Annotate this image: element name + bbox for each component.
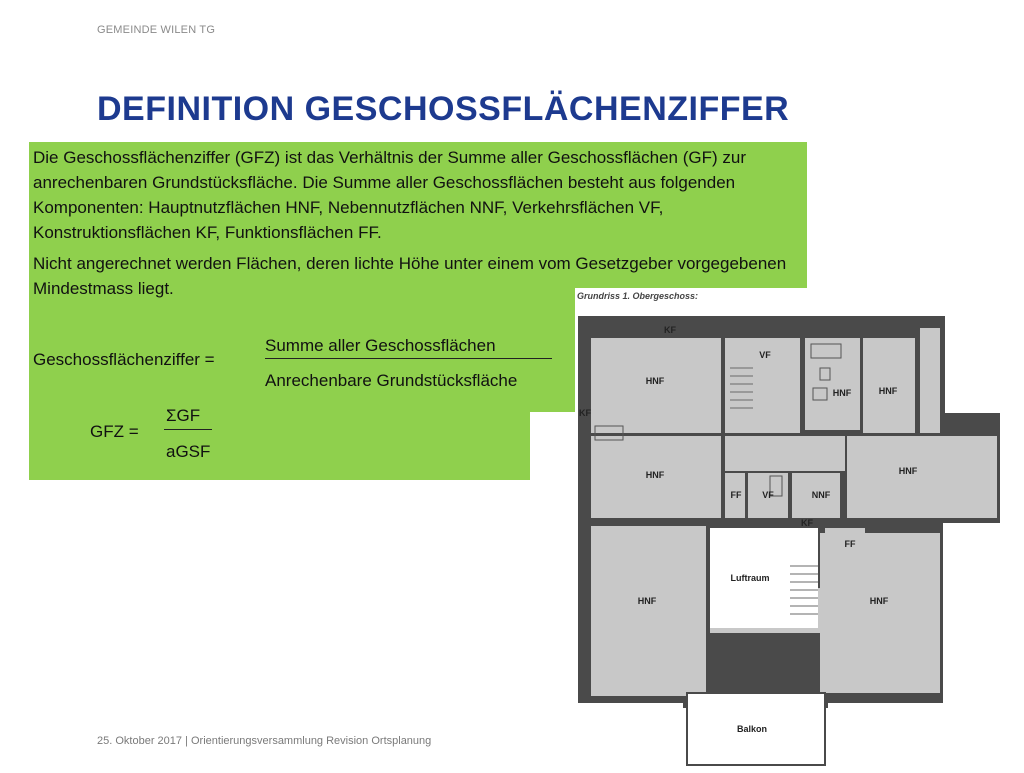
formula-denominator-short: aGSF <box>166 442 211 461</box>
label-luftraum: Luftraum <box>730 573 770 583</box>
label-kf-mid: KF <box>801 518 813 528</box>
label-hnf-top-left: HNF <box>645 376 665 386</box>
fraction-bar-full <box>265 358 552 359</box>
label-ff-mid: FF <box>730 490 742 500</box>
label-hnf-right-1: HNF <box>832 388 852 398</box>
label-hnf-bottom-right: HNF <box>869 596 889 606</box>
formula-label-short: GFZ = <box>90 422 139 441</box>
label-nnf: NNF <box>811 490 831 500</box>
formula-denominator-full: Anrechenbare Grundstücksfläche <box>265 371 518 390</box>
fraction-bar-short <box>164 429 212 430</box>
organization-name: GEMEINDE WILEN TG <box>97 24 216 36</box>
label-vf-top: VF <box>759 350 771 360</box>
label-ff-right: FF <box>844 539 856 549</box>
label-hnf-right-mid: HNF <box>898 466 918 476</box>
label-balkon: Balkon <box>736 724 768 734</box>
footer <box>97 735 431 747</box>
floor-plan-caption: Grundriss 1. Obergeschoss: <box>577 291 699 301</box>
label-hnf-right-2: HNF <box>878 386 898 396</box>
definition-paragraph-2: Nicht angerechnet werden Flächen, deren lichte Höhe unter einem vom Gesetzgeber vorgegebenen Mindestmass liegt. <box>33 254 787 298</box>
slide-title: DEFINITION GESCHOSSFLÄCHENZIFFER <box>97 90 790 128</box>
formula-numerator-short: ΣGF <box>166 406 201 425</box>
footer-event: Orientierungsversammlung Revision Ortsplanung <box>191 735 432 747</box>
floor-plan-drawing <box>575 288 1005 768</box>
label-kf-top: KF <box>664 325 676 335</box>
formula-numerator-full: Summe aller Geschossflächen <box>265 336 496 355</box>
label-kf-left: KF <box>579 408 591 418</box>
label-hnf-bottom-left: HNF <box>637 596 657 606</box>
floor-plan <box>575 288 1005 768</box>
footer-separator: | <box>185 735 188 747</box>
label-vf-mid: VF <box>762 490 774 500</box>
definition-paragraph-1: Die Geschossflächenziffer (GFZ) ist das Verhältnis der Summe aller Geschossflächen (GF) zur anrechenbaren Grundstücksfläche. Die Summe aller Geschossflächen besteht aus folgenden Komponenten: Hauptnutzflächen HNF, Nebennutzflächen NNF, Verkehrsflächen VF, Konstruktionsflächen KF, Funktionsflächen FF. <box>33 148 746 242</box>
label-hnf-mid-left: HNF <box>645 470 665 480</box>
definition-text <box>33 145 803 307</box>
footer-date: 25. Oktober 2017 <box>97 735 183 747</box>
formula-label-full: Geschossflächenziffer = <box>33 350 215 369</box>
